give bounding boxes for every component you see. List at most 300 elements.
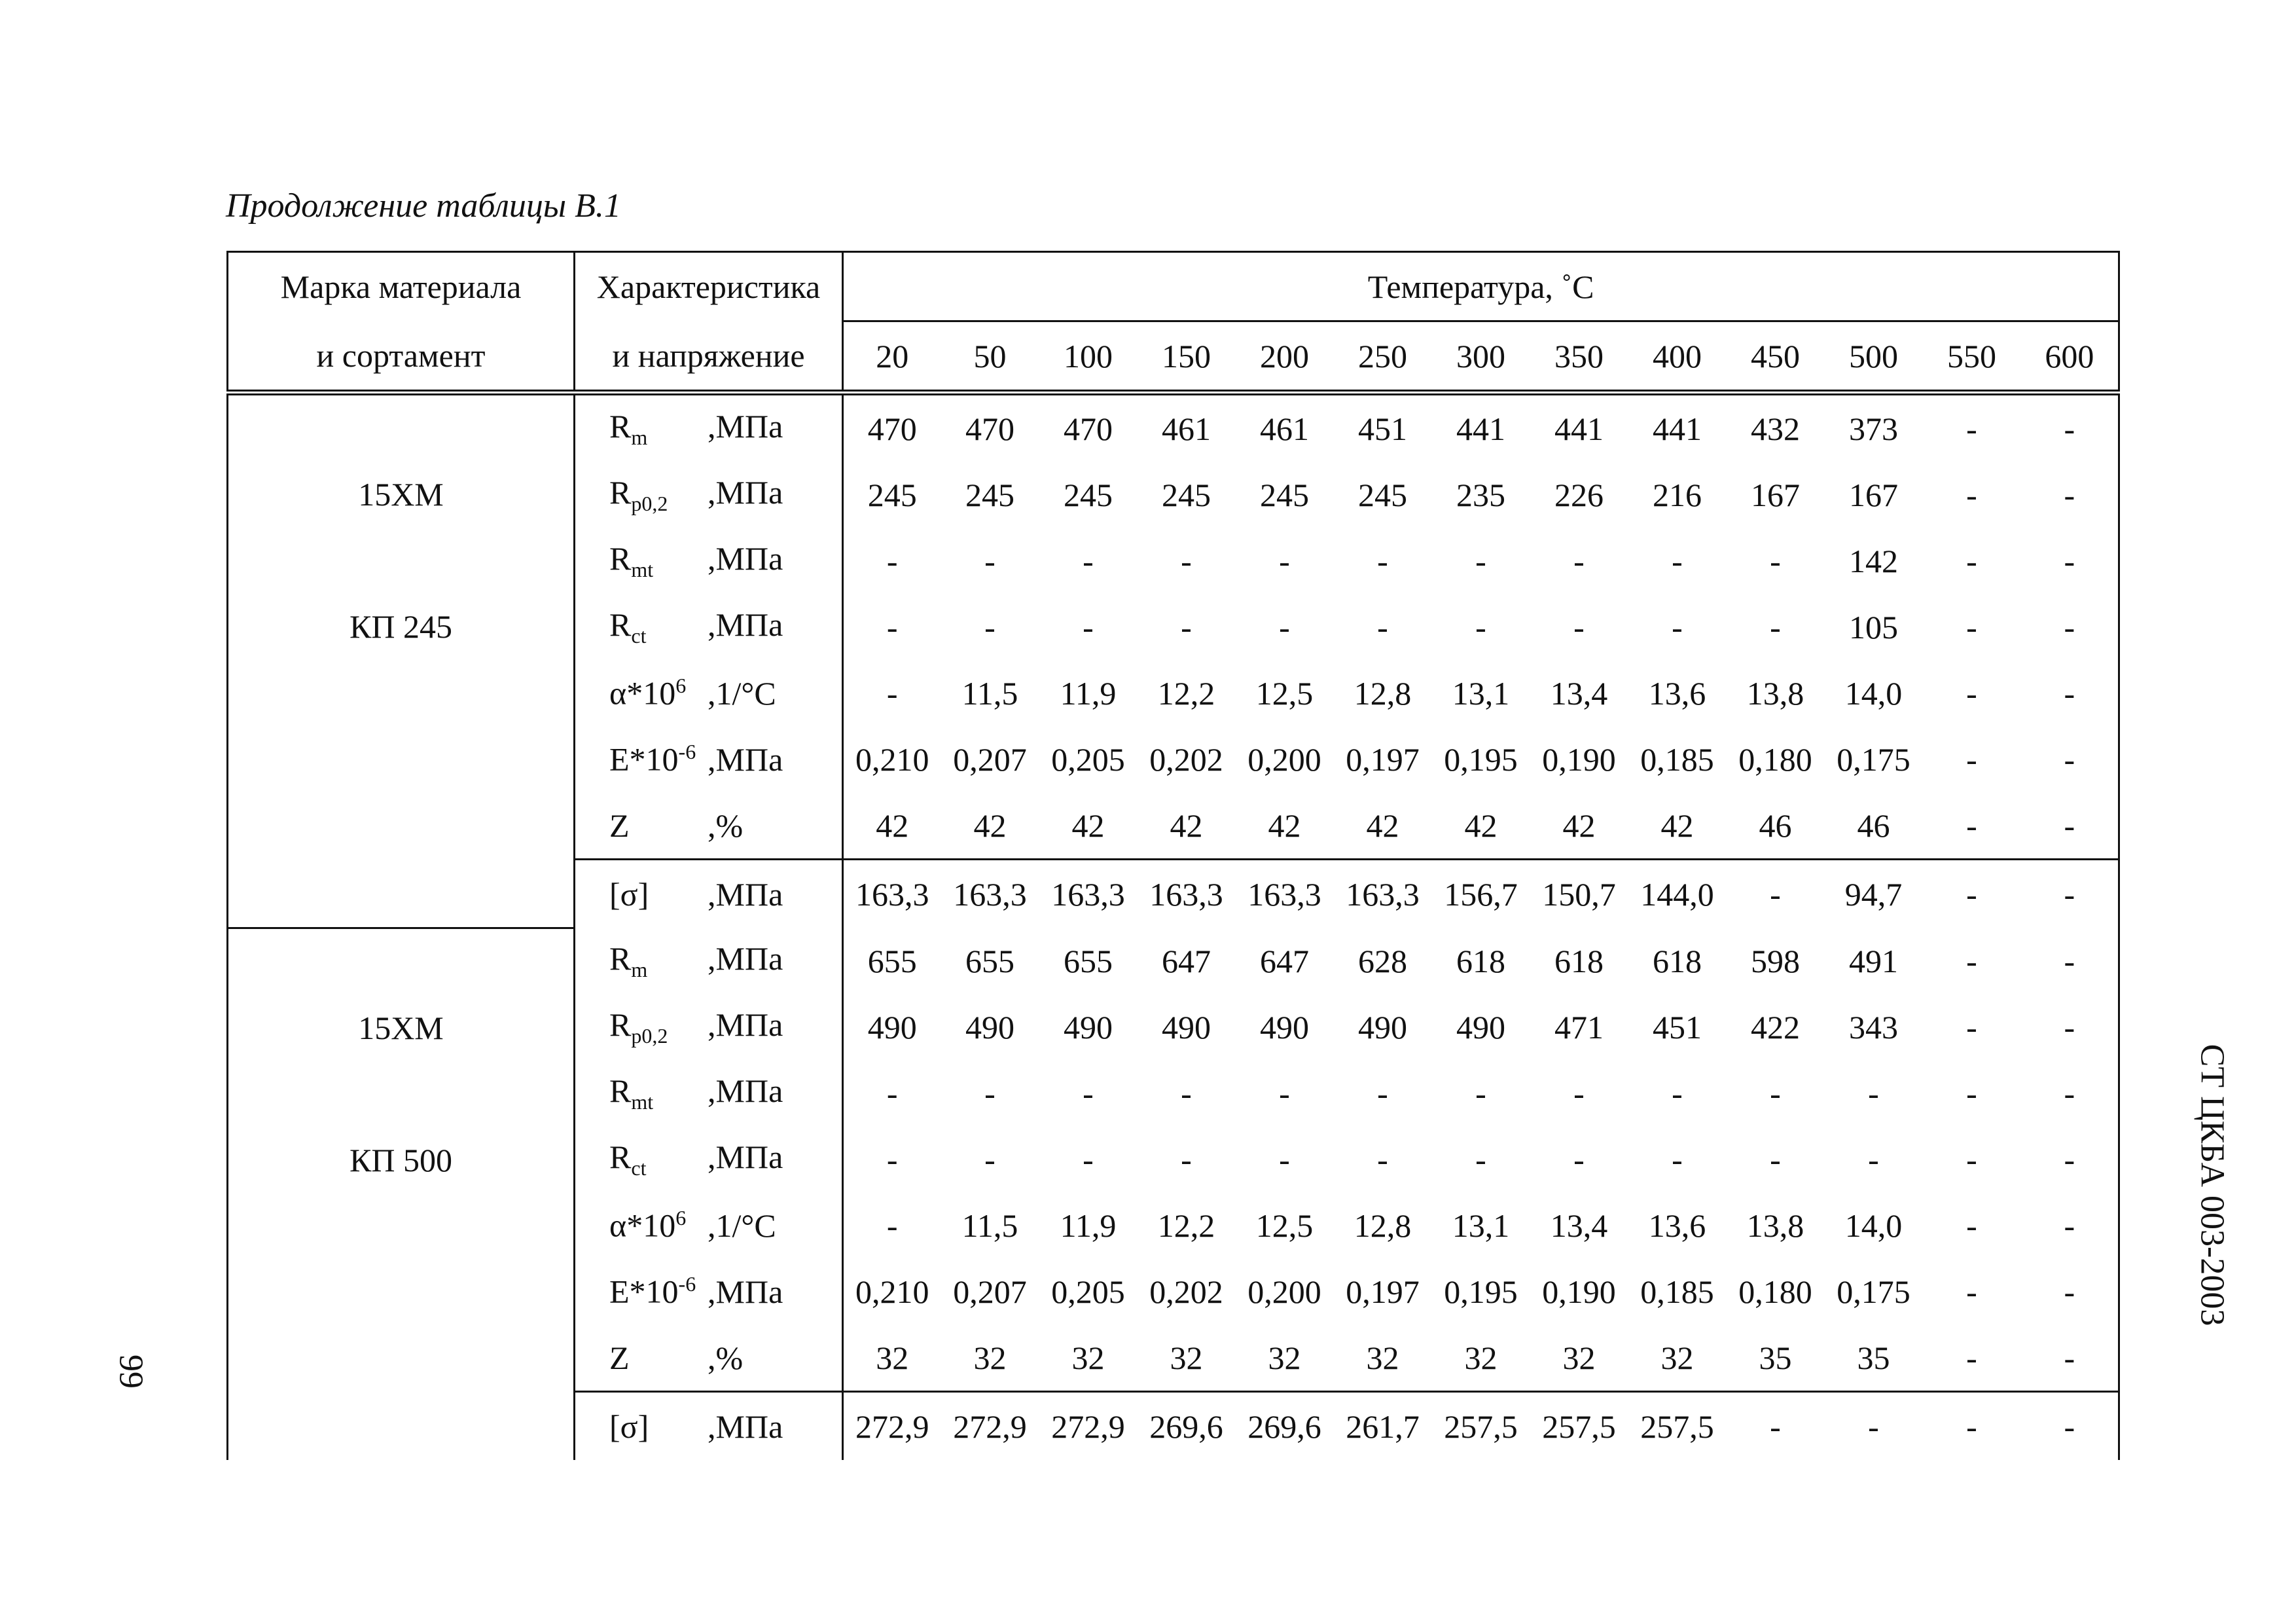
value-cell: -	[886, 1140, 898, 1178]
value-cell: -	[1083, 542, 1094, 579]
unit: ,МПа	[708, 875, 783, 913]
unit: ,МПа	[708, 474, 783, 511]
value-cell: -	[1181, 1074, 1192, 1112]
value-cell: 655	[965, 942, 1014, 979]
symbol	[609, 740, 708, 778]
header-temp-cell: 20	[843, 321, 941, 393]
value-cell: -	[1672, 1140, 1683, 1178]
value-cell: 272,9	[1039, 1392, 1138, 1461]
value-cell: 245	[1162, 476, 1211, 513]
value-cell: -	[1966, 740, 1977, 778]
value-cell: -	[2021, 528, 2119, 594]
value-cell: -	[1279, 608, 1290, 646]
value-cell: -	[984, 1074, 996, 1112]
unit: ,МПа	[708, 1408, 783, 1445]
header-temp-cell: 400	[1628, 321, 1727, 393]
value-cell: 11,5	[961, 1207, 1018, 1244]
value-cell: 0,197	[1346, 740, 1420, 778]
value-cell: -	[1279, 1140, 1290, 1178]
material-group	[228, 393, 2119, 928]
symbol	[609, 606, 708, 648]
value-cell: -	[2021, 792, 2119, 860]
symbol-base: R	[609, 1139, 632, 1175]
value-cell: 14,0	[1844, 1207, 1903, 1244]
value-cell: -	[1966, 674, 1977, 712]
value-cell: 0,195	[1444, 740, 1518, 778]
characteristic-cell	[575, 594, 843, 660]
value-cell: 11,5	[961, 674, 1018, 712]
symbol-subscript: mt	[631, 1090, 654, 1114]
header-temp-cell: 550	[1923, 321, 2021, 393]
table-header	[228, 252, 2119, 393]
value-cell: -	[2021, 1324, 2119, 1392]
value-cell: 46	[1759, 807, 1792, 844]
value-cell: 13,4	[1550, 1207, 1608, 1244]
value-cell: -	[1727, 1392, 1825, 1461]
symbol-base: [σ]	[609, 875, 649, 913]
value-cell: 0,210	[855, 1273, 929, 1310]
value-cell: -	[886, 542, 898, 579]
value-cell: 42	[1660, 807, 1694, 844]
value-cell: 13,6	[1648, 674, 1706, 712]
value-cell: -	[2021, 393, 2119, 462]
value-cell: 0,185	[1640, 740, 1714, 778]
header-temp-cell: 100	[1039, 321, 1138, 393]
value-cell: -	[886, 1207, 898, 1244]
symbol	[609, 1072, 708, 1114]
value-cell: 42	[1170, 807, 1203, 844]
value-cell: 432	[1751, 410, 1800, 447]
characteristic-cell	[575, 1126, 843, 1192]
value-cell: 0,175	[1837, 1273, 1910, 1310]
value-cell: -	[886, 1074, 898, 1112]
symbol-subscript: p0,2	[631, 492, 668, 515]
value-cell: 163,3	[1138, 860, 1236, 928]
value-cell: 0,202	[1149, 1273, 1223, 1310]
value-cell: -	[2021, 1258, 2119, 1324]
value-cell: 490	[867, 1008, 917, 1046]
symbol	[609, 1206, 708, 1245]
value-cell: 42	[973, 807, 1007, 844]
symbol	[609, 1006, 708, 1048]
value-cell: -	[2021, 928, 2119, 994]
value-cell: 441	[1653, 410, 1702, 447]
value-cell: 490	[1456, 1008, 1505, 1046]
value-cell: -	[1966, 807, 1977, 844]
table-row	[228, 928, 2119, 994]
characteristic-cell	[575, 462, 843, 528]
characteristic-cell	[575, 994, 843, 1060]
value-cell: 216	[1653, 476, 1702, 513]
value-cell: 0,190	[1542, 740, 1616, 778]
value-cell: -	[1966, 542, 1977, 579]
value-cell: 0,207	[953, 1273, 1027, 1310]
symbol-subscript: ct	[631, 1156, 647, 1180]
characteristic-cell	[575, 1392, 843, 1461]
value-cell: 42	[1366, 807, 1399, 844]
value-cell: -	[984, 1140, 996, 1178]
value-cell: -	[1770, 1140, 1781, 1178]
unit: ,МПа	[708, 606, 783, 643]
value-cell: -	[886, 674, 898, 712]
value-cell: 451	[1653, 1008, 1702, 1046]
value-cell: -	[1923, 860, 2021, 928]
value-cell: 32	[1562, 1339, 1596, 1376]
value-cell: -	[1377, 1074, 1388, 1112]
value-cell: -	[1475, 608, 1486, 646]
symbol-base: R	[609, 940, 632, 977]
symbol	[609, 875, 708, 913]
header-temp-cell: 150	[1138, 321, 1236, 393]
value-cell: 13,1	[1452, 674, 1510, 712]
header-temp-cell: 500	[1825, 321, 1923, 393]
value-cell: 12,5	[1255, 674, 1314, 712]
value-cell: -	[1475, 542, 1486, 579]
value-cell: -	[1966, 1074, 1977, 1112]
value-cell: 42	[1071, 807, 1105, 844]
unit: ,1/°С	[708, 1207, 776, 1244]
value-cell: 0,180	[1738, 740, 1812, 778]
symbol	[609, 1339, 708, 1377]
value-cell: -	[1770, 542, 1781, 579]
value-cell: 245	[1064, 476, 1113, 513]
characteristic-cell	[575, 393, 843, 462]
document-code: СТ ЦКБА 003-2003	[2193, 1044, 2231, 1326]
unit: ,%	[708, 807, 744, 844]
value-cell: 245	[965, 476, 1014, 513]
symbol	[609, 1272, 708, 1311]
value-cell: 647	[1260, 942, 1309, 979]
value-cell: -	[2021, 660, 2119, 726]
value-cell: 490	[1162, 1008, 1211, 1046]
symbol	[609, 674, 708, 712]
value-cell: -	[1573, 1074, 1585, 1112]
value-cell: -	[1573, 542, 1585, 579]
symbol-base: E*10	[609, 740, 679, 778]
value-cell: 167	[1849, 476, 1898, 513]
value-cell: -	[1083, 608, 1094, 646]
value-cell: -	[2021, 1192, 2119, 1258]
value-cell: 269,6	[1236, 1392, 1334, 1461]
symbol-base: α*10	[609, 1207, 676, 1244]
value-cell: -	[1377, 542, 1388, 579]
characteristic-cell	[575, 726, 843, 792]
header-temp-cell: 300	[1432, 321, 1530, 393]
header-material: Марка материала	[228, 252, 575, 321]
value-cell: 32	[1071, 1339, 1105, 1376]
value-cell: 628	[1358, 942, 1407, 979]
value-cell: 35	[1857, 1339, 1890, 1376]
value-cell: 0,185	[1640, 1273, 1714, 1310]
value-cell: 11,9	[1060, 674, 1117, 712]
symbol-base: E*10	[609, 1273, 679, 1310]
value-cell: -	[1279, 542, 1290, 579]
unit: ,МПа	[708, 1072, 783, 1109]
unit: ,МПа	[708, 940, 783, 977]
value-cell: 245	[1260, 476, 1309, 513]
value-cell: 32	[1464, 1339, 1498, 1376]
header-characteristic-sub: и напряжение	[575, 321, 843, 393]
value-cell: 471	[1554, 1008, 1604, 1046]
value-cell: -	[1923, 1392, 2021, 1461]
value-cell: 257,5	[1432, 1392, 1530, 1461]
value-cell: 142	[1849, 542, 1898, 579]
value-cell: 42	[876, 807, 909, 844]
value-cell: 42	[1464, 807, 1498, 844]
value-cell: 647	[1162, 942, 1211, 979]
value-cell: -	[1966, 1339, 1977, 1376]
value-cell: -	[1573, 608, 1585, 646]
value-cell: -	[1181, 608, 1192, 646]
value-cell: 235	[1456, 476, 1505, 513]
unit: ,%	[708, 1339, 744, 1376]
header-temp-cell: 50	[941, 321, 1039, 393]
value-cell: 163,3	[941, 860, 1039, 928]
value-cell: -	[1966, 942, 1977, 979]
value-cell: -	[1966, 410, 1977, 447]
table-row	[228, 393, 2119, 462]
material-grade: 15ХМ	[358, 476, 444, 513]
value-cell: 245	[1358, 476, 1407, 513]
header-temp-cell: 600	[2021, 321, 2119, 393]
symbol-base: R	[609, 1072, 632, 1109]
value-cell: -	[1966, 1207, 1977, 1244]
symbol-base: R	[609, 606, 632, 643]
characteristic-cell	[575, 1060, 843, 1126]
symbol-base: R	[609, 540, 632, 577]
material-grade: 15ХМ	[358, 1009, 444, 1046]
symbol-superscript: -6	[678, 1272, 696, 1296]
value-cell: 490	[1064, 1008, 1113, 1046]
table-caption: Продолжение таблицы В.1	[226, 187, 621, 225]
symbol-subscript: mt	[631, 558, 654, 581]
value-cell: 94,7	[1825, 860, 1923, 928]
value-cell: -	[1181, 542, 1192, 579]
value-cell: -	[1966, 608, 1977, 646]
value-cell: 35	[1759, 1339, 1792, 1376]
characteristic-cell	[575, 660, 843, 726]
value-cell: 0,200	[1247, 1273, 1321, 1310]
value-cell: 0,190	[1542, 1273, 1616, 1310]
value-cell: -	[1181, 1140, 1192, 1178]
value-cell: -	[886, 608, 898, 646]
header-material-sub: и сортамент	[228, 321, 575, 393]
header-temp-cell: 250	[1334, 321, 1432, 393]
value-cell: 144,0	[1628, 860, 1727, 928]
unit: ,МПа	[708, 408, 783, 445]
value-cell: -	[1770, 608, 1781, 646]
value-cell: 441	[1554, 410, 1604, 447]
value-cell: -	[1083, 1140, 1094, 1178]
unit: ,МПа	[708, 1006, 783, 1043]
value-cell: -	[1475, 1140, 1486, 1178]
value-cell: 618	[1456, 942, 1505, 979]
value-cell: 226	[1554, 476, 1604, 513]
value-cell: 373	[1849, 410, 1898, 447]
symbol-subscript: m	[631, 958, 648, 981]
value-cell: 461	[1162, 410, 1211, 447]
value-cell: 245	[867, 476, 917, 513]
value-cell: 163,3	[843, 860, 941, 928]
value-cell: 163,3	[1334, 860, 1432, 928]
value-cell: 0,197	[1346, 1273, 1420, 1310]
value-cell: 0,210	[855, 740, 929, 778]
value-cell: -	[2021, 1392, 2119, 1461]
value-cell: 0,205	[1051, 740, 1125, 778]
unit: ,МПа	[708, 1273, 783, 1310]
value-cell: 32	[973, 1339, 1007, 1376]
characteristic-cell	[575, 1324, 843, 1392]
value-cell: -	[2021, 462, 2119, 528]
value-cell: 46	[1857, 807, 1890, 844]
value-cell: 490	[1358, 1008, 1407, 1046]
value-cell: -	[1868, 1074, 1879, 1112]
value-cell: 0,195	[1444, 1273, 1518, 1310]
value-cell: 0,207	[953, 740, 1027, 778]
header-temperature: Температура, ˚С	[843, 252, 2119, 321]
properties-table	[226, 251, 2120, 1460]
symbol-base: R	[609, 474, 632, 511]
value-cell: 0,175	[1837, 740, 1910, 778]
value-cell: 491	[1849, 942, 1898, 979]
value-cell: -	[1966, 476, 1977, 513]
value-cell: 422	[1751, 1008, 1800, 1046]
value-cell: 261,7	[1334, 1392, 1432, 1461]
value-cell: 257,5	[1628, 1392, 1727, 1461]
characteristic-cell	[575, 1192, 843, 1258]
value-cell: 343	[1849, 1008, 1898, 1046]
value-cell: 0,180	[1738, 1273, 1812, 1310]
value-cell: 32	[876, 1339, 909, 1376]
value-cell: 150,7	[1530, 860, 1628, 928]
value-cell: 655	[1064, 942, 1113, 979]
value-cell: 163,3	[1236, 860, 1334, 928]
symbol-superscript: 6	[675, 674, 687, 698]
value-cell: 272,9	[843, 1392, 941, 1461]
value-cell: 32	[1170, 1339, 1203, 1376]
symbol-subscript: p0,2	[631, 1024, 668, 1048]
characteristic-cell	[575, 860, 843, 928]
value-cell: -	[1672, 542, 1683, 579]
value-cell: 42	[1268, 807, 1301, 844]
symbol-subscript: ct	[631, 624, 647, 647]
value-cell: 13,8	[1746, 674, 1804, 712]
value-cell: 451	[1358, 410, 1407, 447]
material-sortament: КП 500	[350, 1141, 452, 1178]
material-group	[228, 928, 2119, 1460]
symbol	[609, 807, 708, 845]
value-cell: 257,5	[1530, 1392, 1628, 1461]
value-cell: 470	[965, 410, 1014, 447]
value-cell: 618	[1653, 942, 1702, 979]
value-cell: 598	[1751, 942, 1800, 979]
value-cell: 490	[1260, 1008, 1309, 1046]
value-cell: 32	[1268, 1339, 1301, 1376]
symbol-superscript: -6	[678, 740, 696, 764]
value-cell: -	[1727, 860, 1825, 928]
value-cell: -	[1573, 1140, 1585, 1178]
value-cell: -	[2021, 994, 2119, 1060]
value-cell: 163,3	[1039, 860, 1138, 928]
material-cell	[228, 393, 575, 928]
value-cell: 12,2	[1157, 1207, 1215, 1244]
unit: ,МПа	[708, 740, 783, 778]
value-cell: -	[1966, 1140, 1977, 1178]
symbol-base: α*10	[609, 674, 676, 712]
value-cell: 167	[1751, 476, 1800, 513]
header-temp-cell: 200	[1236, 321, 1334, 393]
value-cell: -	[1083, 1074, 1094, 1112]
value-cell: 12,8	[1354, 1207, 1412, 1244]
value-cell: 0,202	[1149, 740, 1223, 778]
value-cell: -	[1279, 1074, 1290, 1112]
value-cell: -	[1966, 1273, 1977, 1310]
header-characteristic: Характеристика	[575, 252, 843, 321]
symbol-base: [σ]	[609, 1408, 649, 1445]
value-cell: 441	[1456, 410, 1505, 447]
symbol-superscript: 6	[675, 1206, 687, 1230]
value-cell: 272,9	[941, 1392, 1039, 1461]
unit: ,МПа	[708, 540, 783, 577]
symbol	[609, 939, 708, 982]
value-cell: 105	[1849, 608, 1898, 646]
value-cell: 156,7	[1432, 860, 1530, 928]
value-cell: -	[2021, 726, 2119, 792]
value-cell: -	[1868, 1140, 1879, 1178]
value-cell: -	[1770, 1074, 1781, 1112]
value-cell: 12,2	[1157, 674, 1215, 712]
value-cell: 490	[965, 1008, 1014, 1046]
value-cell: -	[1672, 1074, 1683, 1112]
value-cell: 12,8	[1354, 674, 1412, 712]
material-cell	[228, 928, 575, 1460]
characteristic-cell	[575, 792, 843, 860]
symbol	[609, 539, 708, 582]
value-cell: -	[1966, 1008, 1977, 1046]
header-temp-cell: 450	[1727, 321, 1825, 393]
value-cell: 470	[867, 410, 917, 447]
value-cell: 269,6	[1138, 1392, 1236, 1461]
value-cell: 461	[1260, 410, 1309, 447]
value-cell: -	[1377, 608, 1388, 646]
symbol-base: R	[609, 1006, 632, 1043]
value-cell: 13,6	[1648, 1207, 1706, 1244]
value-cell: -	[2021, 860, 2119, 928]
characteristic-cell	[575, 1258, 843, 1324]
unit: ,МПа	[708, 1139, 783, 1175]
value-cell: -	[2021, 1126, 2119, 1192]
value-cell: -	[2021, 594, 2119, 660]
symbol-base: Z	[609, 1339, 630, 1376]
symbol	[609, 407, 708, 450]
value-cell: -	[984, 542, 996, 579]
value-cell: -	[1377, 1140, 1388, 1178]
value-cell: 12,5	[1255, 1207, 1314, 1244]
page-number: 99	[112, 1355, 150, 1389]
value-cell: 0,200	[1247, 740, 1321, 778]
header-temp-cell: 350	[1530, 321, 1628, 393]
value-cell: 13,4	[1550, 674, 1608, 712]
material-sortament: КП 245	[350, 608, 452, 645]
value-cell: 0,205	[1051, 1273, 1125, 1310]
value-cell: -	[1825, 1392, 1923, 1461]
characteristic-cell	[575, 928, 843, 994]
value-cell: -	[984, 608, 996, 646]
value-cell: 14,0	[1844, 674, 1903, 712]
unit: ,1/°С	[708, 674, 776, 712]
value-cell: -	[1475, 1074, 1486, 1112]
value-cell: 11,9	[1060, 1207, 1117, 1244]
